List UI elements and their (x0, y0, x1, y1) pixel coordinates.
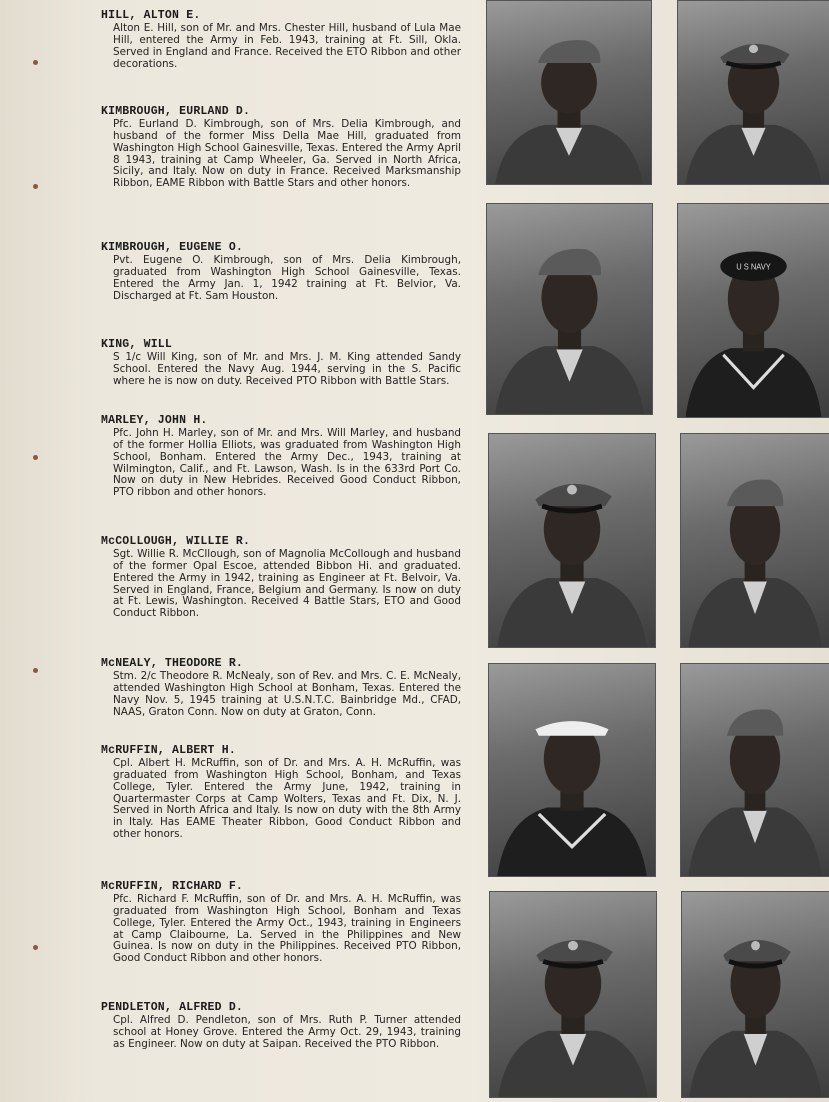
portrait-photo (681, 891, 829, 1098)
entry-marley (101, 414, 461, 499)
garrison-cap-shape (538, 249, 601, 275)
garrison-cap-shape (727, 709, 783, 735)
entry-name: McRUFFIN, RICHARD F. (101, 880, 244, 893)
portrait-image (490, 892, 656, 1097)
entry-mccollough (101, 535, 461, 620)
entry-name: HILL, ALTON E. (101, 9, 201, 22)
binder-hole (33, 455, 38, 460)
portrait-image (678, 1, 829, 184)
entry-bio: Pfc. Eurland D. Kimbrough, son of Mrs. Delia Kimbrough, and husband of the former Miss Della Mae Hill, graduated from Washington High School Gainesville, Texas. Entered the Army April 8 1943, training at Camp Wheeler, Ga. Served in North Africa, Sicily, and Italy. Now on duty in France. Received Marksmanship Ribbon, EAME Ribbon with Battle Stars and other honors. (113, 118, 461, 190)
entry-name: KIMBROUGH, EURLAND D. (101, 105, 251, 118)
portrait-image (489, 434, 655, 647)
uniform-shape (497, 808, 646, 876)
portrait-photo (677, 203, 829, 418)
uniform-shape (686, 348, 822, 417)
portrait-image (487, 1, 651, 184)
entry-name: McCOLLOUGH, WILLIE R. (101, 535, 251, 548)
portrait-image (678, 204, 829, 417)
entry-king (101, 338, 461, 388)
portrait-image (681, 664, 829, 876)
entry-name: KIMBROUGH, EUGENE O. (101, 241, 244, 254)
entry-name: McNEALY, THEODORE R. (101, 657, 244, 670)
entry-name: McRUFFIN, ALBERT H. (101, 744, 236, 757)
garrison-cap-shape (727, 480, 783, 507)
entry-pendleton (101, 1001, 461, 1051)
entry-mcruffin-richard (101, 880, 461, 965)
binder-hole (33, 60, 38, 65)
garrison-cap-shape (538, 40, 600, 63)
entry-bio: Sgt. Willie R. McCllough, son of Magnolia McCollough and husband of the former Opal Escoe, attended Bibbon Hi. and graduated. Entered the Army in 1942, training as Engineer at Ft. Belvoir, Va. Served in England, France, Belgium and Germany. Is now on duty at Ft. Lewis, Washington. Received 4 Battle Stars, ETO and Good Conduct Ribbon. (113, 548, 461, 620)
entry-bio: Alton E. Hill, son of Mr. and Mrs. Chester Hill, husband of Lula Mae Hill, entered the Army in Feb. 1943, training at Ft. Sill, Okla. Served in England and France. Received the ETO Ribbon and other decorations. (113, 22, 461, 70)
entry-bio: Pvt. Eugene O. Kimbrough, son of Mrs. Delia Kimbrough, graduated from Washington High School Gainesville, Texas. Entered the Army Jan. 1, 1942 training at Ft. Belvior, Va. Discharged at Ft. Sam Houston. (113, 254, 461, 302)
entry-bio: Pfc. John H. Marley, son of Mr. and Mrs. Will Marley, and husband of the former Hollia Elliots, was graduated from Washington High School, Bonham. Entered the Army Dec., 1943, training at Wilmington, Calif., and Ft. Lawson, Wash. Is in the 633rd Port Co. Now on duty in New Hebrides. Received Good Conduct Ribbon, PTO ribbon and other honors. (113, 427, 461, 499)
entry-bio: Stm. 2/c Theodore R. McNealy, son of Rev. and Mrs. C. E. McNealy, attended Washington High School at Bonham, Texas. Entered the Navy Nov. 5, 1945 training at U.S.N.T.C. Bainbridge Md., CFAD, NAAS, Graton Conn. Now on duty at Graton, Conn. (113, 670, 461, 718)
cap-badge (751, 941, 760, 950)
entry-name: MARLEY, JOHN H. (101, 414, 208, 427)
sailor-cap-shape (535, 721, 608, 736)
cap-badge (568, 941, 578, 950)
navy-cap-text: U S NAVY (736, 262, 771, 272)
entry-name: KING, WILL (101, 338, 173, 351)
binder-hole (33, 945, 38, 950)
entry-mcnealy (101, 657, 461, 718)
entry-bio: Cpl. Alfred D. Pendleton, son of Mrs. Ruth P. Turner attended school at Honey Grove. Entered the Army Oct. 29, 1943, training as Engineer. Now on duty at Saipan. Received the PTO Ribbon. (113, 1014, 461, 1050)
entry-bio: S 1/c Will King, son of Mr. and Mrs. J. M. King attended Sandy School. Entered the Navy Aug. 1944, serving in the S. Pacific where he is now on duty. Received PTO Ribbon with Battle Stars. (113, 351, 461, 387)
portrait-photo (677, 0, 829, 185)
portrait-photo (489, 891, 657, 1098)
binder-hole (33, 668, 38, 673)
portrait-photo (680, 663, 829, 877)
entry-hill (101, 9, 461, 70)
portrait-image (487, 204, 652, 414)
entry-kimbrough-eurland (101, 105, 461, 190)
cap-badge (567, 485, 577, 495)
entry-bio: Pfc. Richard F. McRuffin, son of Dr. and Mrs. A. H. McRuffin, was graduated from Washington High School, Bonham and Texas College, Tyler. Entered the Army Oct., 1943, training in Engineers at Camp Claibourne, La. Served in the Philippines and New Guinea. Is now on duty in the Philippines. Received PTO Ribbon, Good Conduct Ribbon and other honors. (113, 893, 461, 965)
portrait-photo (486, 203, 653, 415)
entry-bio: Cpl. Albert H. McRuffin, son of Dr. and Mrs. A. H. McRuffin, was graduated from Washington High School, Bonham, and Texas College, Tyler. Entered the Army June, 1942, training in Quartermaster Corps at Camp Wolters, Texas and Ft. Dix, N. J. Served in North Africa and Italy. Is now on duty with the 8th Army in Italy. Has EAME Theater Ribbon, Good Conduct Ribbon and other honors. (113, 757, 461, 841)
portrait-photo (680, 433, 829, 648)
entry-name: PENDLETON, ALFRED D. (101, 1001, 244, 1014)
entry-kimbrough-eugene (101, 241, 461, 302)
portrait-photo (486, 0, 652, 185)
cap-badge (749, 45, 758, 53)
binder-hole (33, 184, 38, 189)
portrait-image (682, 892, 829, 1097)
portrait-photo (488, 663, 656, 877)
portrait-image (489, 664, 655, 876)
portrait-photo (488, 433, 656, 648)
portrait-image (681, 434, 829, 647)
entry-mcruffin-albert (101, 744, 461, 841)
